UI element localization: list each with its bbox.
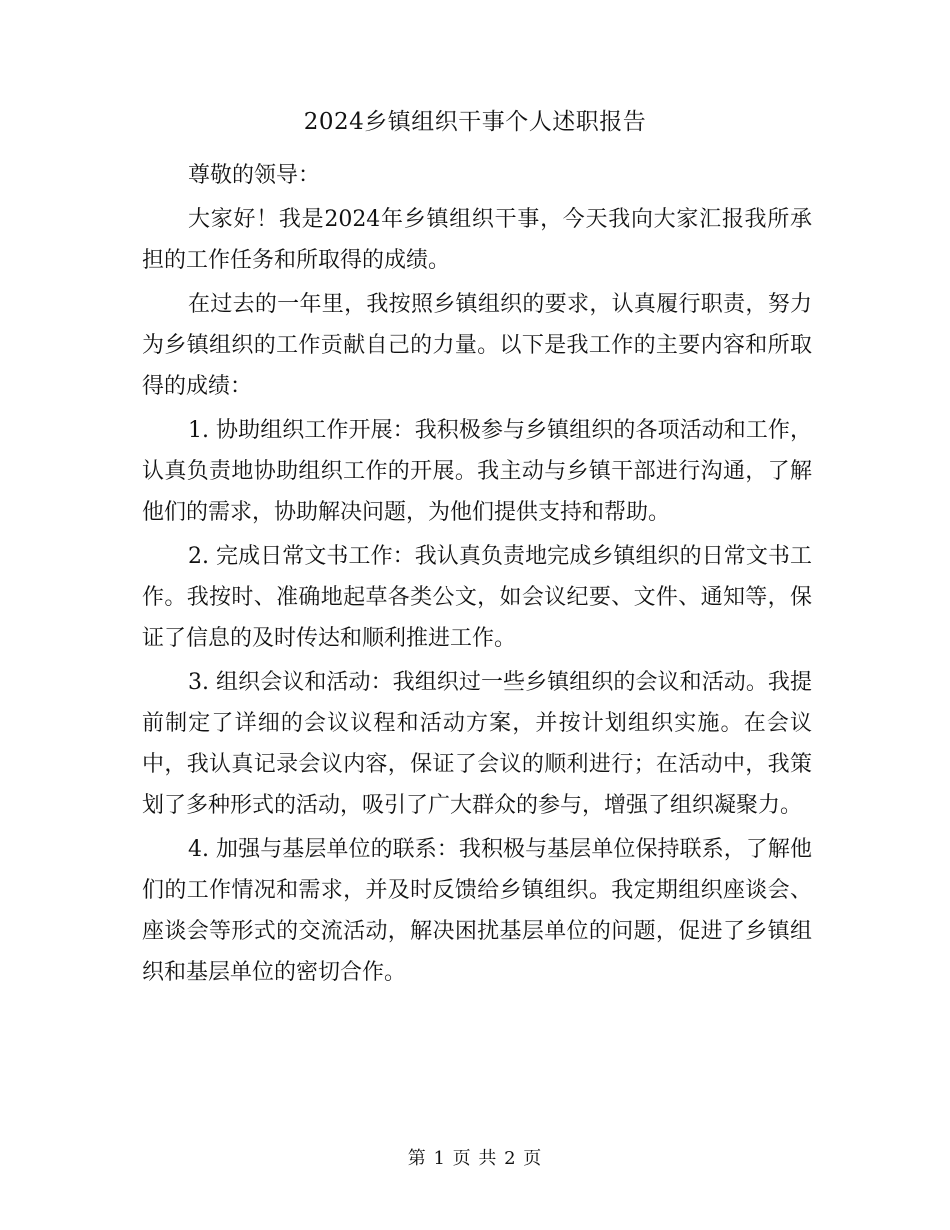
paragraph-item-4: 4. 加强与基层单位的联系：我积极与基层单位保持联系，了解他们的工作情况和需求，并及时反馈给乡镇组织。我定期组织座谈会、座谈会等形式的交流活动，解决困扰基层单位的问题，促进了乡镇组织和基层单位的密切合作。 — [142, 837, 812, 985]
paragraph-intro: 在过去的一年里，我按照乡镇组织的要求，认真履行职责，努力为乡镇组织的工作贡献自己的力量。以下是我工作的主要内容和所取得的成绩： — [142, 292, 812, 399]
paragraph-item-1: 1. 协助组织工作开展：我积极参与乡镇组织的各项活动和工作，认真负责地协助组织工作的开展。我主动与乡镇干部进行沟通，了解他们的需求，协助解决问题，为他们提供支持和帮助。 — [142, 418, 812, 525]
paragraph-greeting: 大家好！我是2024年乡镇组织干事，今天我向大家汇报我所承担的工作任务和所取得的成绩。 — [142, 207, 812, 273]
paragraph-item-3: 3. 组织会议和活动：我组织过一些乡镇组织的会议和活动。我提前制定了详细的会议议程和活动方案，并按计划组织实施。在会议中，我认真记录会议内容，保证了会议的顺利进行；在活动中，我策划了多种形式的活动，吸引了广大群众的参与，增强了组织凝聚力。 — [142, 670, 812, 818]
document-title: 2024乡镇组织干事个人述职报告 — [303, 109, 647, 135]
salutation: 尊敬的领导： — [188, 163, 321, 188]
document-body — [142, 155, 812, 996]
page-number-footer: 第 1 页 共 2 页 — [407, 1148, 543, 1169]
paragraph-item-2: 2. 完成日常文书工作：我认真负责地完成乡镇组织的日常文书工作。我按时、准确地起草各类公文，如会议纪要、文件、通知等，保证了信息的及时传达和顺利推进工作。 — [142, 544, 812, 651]
